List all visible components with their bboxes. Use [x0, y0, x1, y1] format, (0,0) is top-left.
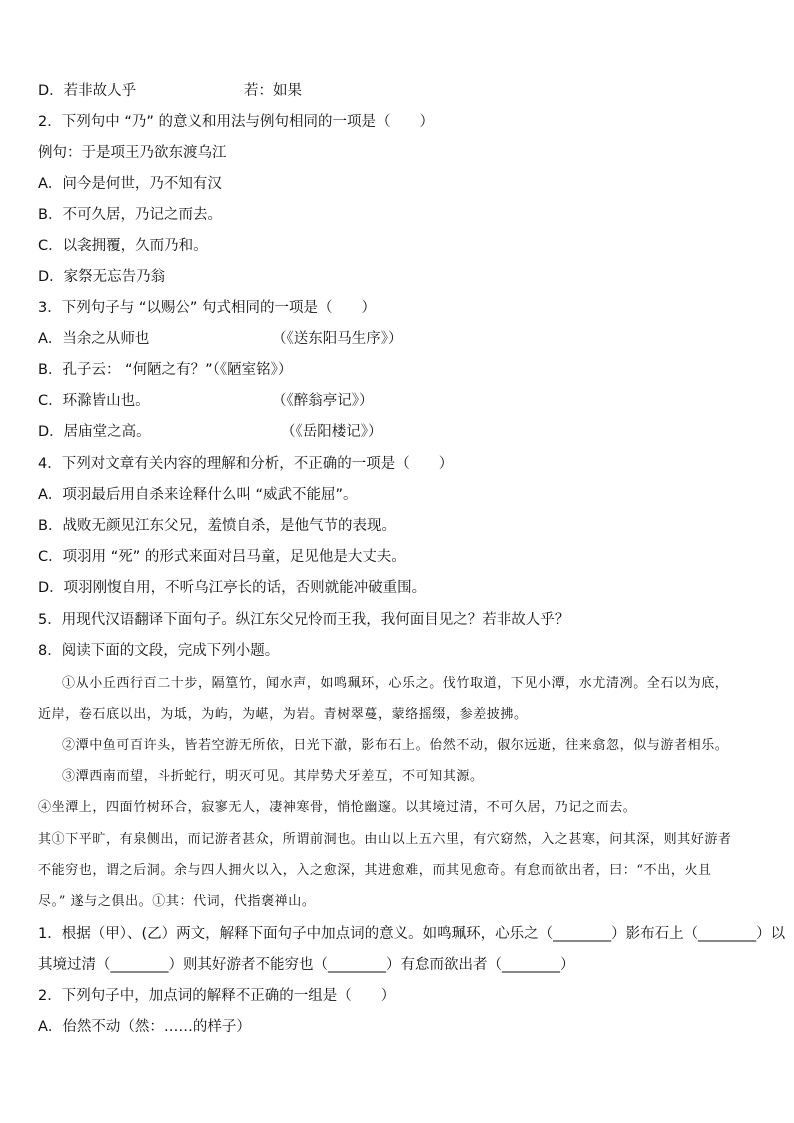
question-2-option-a: A．问今是何世，乃不知有汉: [38, 176, 222, 192]
question-4-option-d: D．项羽刚愎自用，不听乌江亭长的话，否则就能冲破重围。: [38, 580, 427, 596]
section-8-question-1-cont: 其境过清（________）则其好游者不能穷也（________）有怠而欲出者（________）: [38, 957, 575, 973]
passage-paragraph-2: ②潭中鱼可百许头，皆若空游无所依，日光下澈，影布石上。佁然不动，俶尔远逝，往来翕忽，似与游者相乐。: [62, 738, 729, 753]
question-2-option-b: B．不可久居，乃记之而去。: [38, 207, 222, 223]
passage-paragraph-3: ③潭西南而望，斗折蛇行，明灭可见。其岸势犬牙差互，不可知其源。: [62, 769, 484, 784]
option-text: C．环滁皆山也。: [38, 393, 150, 409]
passage-paragraph-5-cont: 不能穷也，谓之后洞。余与四人拥火以入，入之愈深，其进愈难，而其见愈奇。有怠而欲出者，曰：“不出，火且: [38, 863, 712, 878]
question-3-option-c: [38, 391, 374, 411]
section-8-heading: 8．阅读下面的文段，完成下列小题。: [38, 643, 280, 659]
option-text: D．居庙堂之高。: [38, 424, 151, 440]
question-4-option-b: B．战败无颜见江东父兄，羞愤自杀，是他气节的表现。: [38, 518, 396, 534]
question-2: 2．下列句中 “乃” 的意义和用法与例句相同的一项是（ ）: [38, 114, 434, 130]
gloss-text: 若：如果: [244, 83, 302, 99]
source-title: （《送东阳马生序》）: [272, 331, 403, 347]
passage-paragraph-5-end: 尽。” 遂与之俱出。①其：代词，代指褒禅山。: [38, 894, 316, 909]
source-title: （《岳阳楼记》）: [281, 424, 383, 440]
question-5: 5．用现代汉语翻译下面句子。纵江东父兄怜而王我，我何面目见之？若非故人乎？: [38, 612, 570, 628]
passage-paragraph-1-cont: 近岸，卷石底以出，为坻，为屿，为嵁，为岩。青树翠蔓，蒙络摇缀，参差披拂。: [38, 707, 528, 722]
option-d-line: [38, 81, 302, 101]
question-3: 3．下列句子与 “以赐公” 句式相同的一项是（ ）: [38, 300, 376, 316]
section-8-question-1: 1．根据（甲）、(乙）两文，解释下面句子中加点词的意义。如鸣珮环，心乐之（________）影布石上（________）以: [38, 926, 786, 942]
question-2-option-c: C．以衾拥覆，久而乃和。: [38, 238, 208, 254]
question-3-option-b: B．孔子云： “何陋之有？”（《陋室铭》）: [38, 362, 293, 378]
question-2-option-d: D．家祭无忘告乃翁: [38, 269, 166, 285]
question-4: 4．下列对文章有关内容的理解和分析，不正确的一项是（ ）: [38, 456, 454, 472]
section-8-question-2: 2．下列句子中，加点词的解释不正确的一组是（ ）: [38, 988, 396, 1004]
question-3-option-d: [38, 422, 383, 442]
passage-paragraph-5: 其①下平旷，有泉侧出，而记游者甚众，所谓前洞也。由山以上五六里，有穴窈然，入之甚寒，问其深，则其好游者: [38, 832, 732, 847]
passage-paragraph-1: ①从小丘西行百二十步，隔篁竹，闻水声，如鸣珮环，心乐之。伐竹取道，下见小潭，水尤清冽。全石以为底，: [62, 676, 729, 691]
question-2-example: 例句：于是项王乃欲东渡乌江: [38, 145, 227, 161]
question-4-option-a: A．项羽最后用自杀来诠释什么叫 “威武不能屈”。: [38, 487, 358, 503]
question-4-option-c: C．项羽用 “死” 的形式来面对吕马童，足见他是大丈夫。: [38, 549, 406, 565]
option-text: D．若非故人乎: [38, 83, 137, 99]
question-3-option-a: [38, 329, 403, 349]
section-8-question-2-option-a: A．佁然不动（然：……的样子）: [38, 1019, 251, 1035]
passage-paragraph-4: ④坐潭上，四面竹树环合，寂寥无人，凄神寒骨，悄怆幽邃。以其境过清，不可久居，乃记之而去。: [38, 800, 637, 815]
source-title: （《醉翁亭记》）: [272, 393, 374, 409]
option-text: A．当余之从师也: [38, 331, 150, 347]
